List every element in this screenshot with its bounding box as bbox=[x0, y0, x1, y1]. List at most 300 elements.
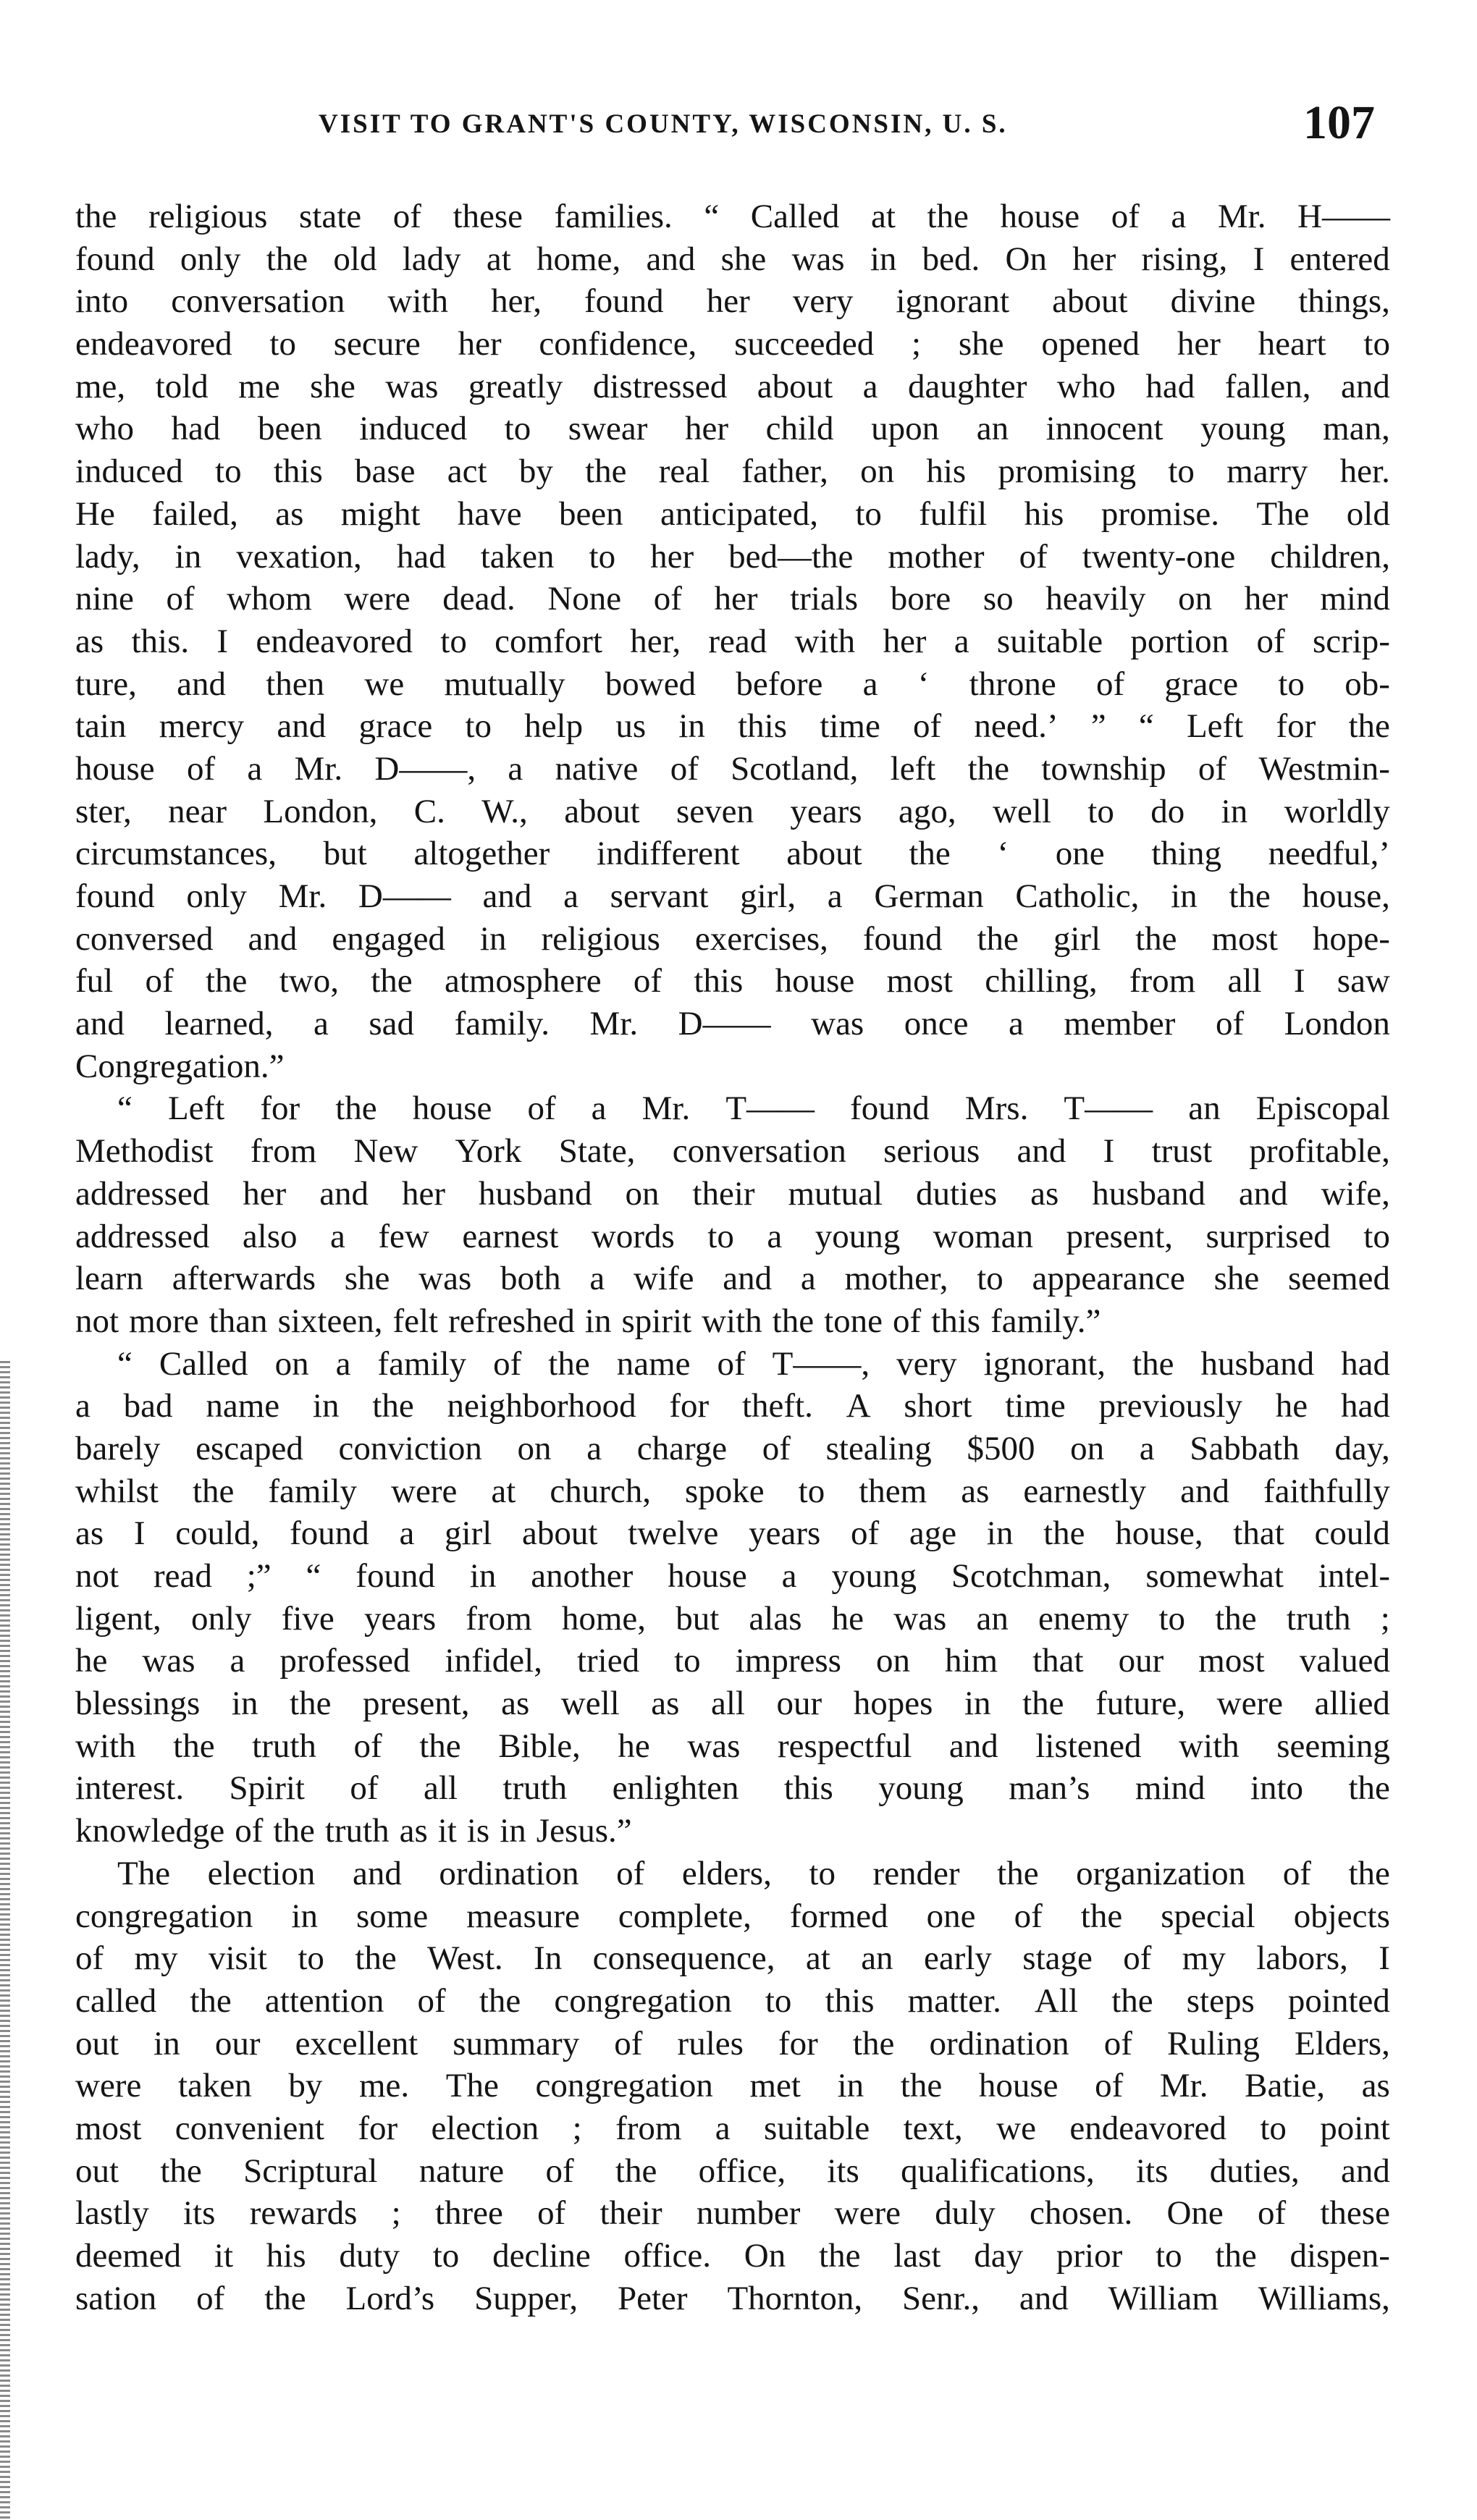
word: Scriptural bbox=[243, 2152, 378, 2190]
word: of bbox=[1282, 1854, 1311, 1892]
word: do bbox=[1150, 792, 1185, 830]
word: “ bbox=[117, 1090, 132, 1128]
word: refreshed bbox=[448, 1302, 575, 1340]
word: to bbox=[1363, 1217, 1390, 1255]
word: trials bbox=[790, 580, 859, 618]
word: sad bbox=[369, 1005, 415, 1043]
text-line bbox=[75, 1640, 1390, 1682]
word: The bbox=[1256, 494, 1310, 533]
word: he bbox=[75, 1642, 108, 1680]
word: learned, bbox=[164, 1005, 274, 1043]
word: this bbox=[738, 707, 788, 746]
word: were bbox=[75, 2067, 142, 2105]
word: as bbox=[1361, 2067, 1390, 2105]
word: as bbox=[75, 1514, 104, 1553]
word: Jesus.” bbox=[536, 1812, 632, 1850]
word: old bbox=[1346, 494, 1390, 533]
word: in bbox=[479, 919, 507, 958]
word: hopes bbox=[853, 1685, 933, 1723]
word: as bbox=[75, 622, 104, 660]
word: a bbox=[862, 665, 878, 703]
word: professed bbox=[279, 1642, 411, 1680]
word: On bbox=[744, 2237, 786, 2275]
word: by bbox=[518, 452, 553, 491]
word: us bbox=[615, 707, 647, 746]
word: that bbox=[1032, 1642, 1084, 1680]
word: out bbox=[75, 2152, 119, 2190]
word: was bbox=[791, 240, 845, 278]
word: native bbox=[555, 749, 639, 788]
word: from bbox=[1129, 962, 1196, 1000]
text-line bbox=[75, 1853, 1390, 1895]
word: the bbox=[997, 1854, 1039, 1892]
word: comfort bbox=[495, 622, 602, 660]
word: W., bbox=[481, 792, 528, 830]
word: of bbox=[1095, 665, 1125, 703]
word: religious bbox=[541, 919, 660, 958]
word: truth bbox=[502, 1769, 568, 1808]
word: the bbox=[852, 2024, 895, 2062]
word: a bbox=[715, 2109, 731, 2147]
word: years bbox=[749, 1514, 821, 1553]
word: afterwards bbox=[172, 1260, 316, 1298]
word: of bbox=[614, 2024, 643, 2062]
word: of bbox=[417, 1981, 446, 2020]
word: young bbox=[831, 1557, 917, 1595]
word: Mr. bbox=[1159, 2067, 1208, 2105]
word: on bbox=[625, 1174, 660, 1213]
word: ‘ bbox=[997, 835, 1009, 873]
word: of bbox=[166, 580, 195, 618]
word: formed bbox=[789, 1897, 888, 1935]
word: on bbox=[1178, 580, 1213, 618]
word: infidel, bbox=[445, 1642, 542, 1680]
word: found bbox=[290, 1514, 369, 1553]
word: him bbox=[944, 1642, 998, 1680]
word: from bbox=[466, 1599, 532, 1638]
word: Spirit bbox=[229, 1769, 305, 1808]
word: Batie, bbox=[1245, 2067, 1326, 2105]
word: the bbox=[355, 1939, 397, 1978]
word: ” bbox=[1090, 707, 1106, 746]
word: church, bbox=[550, 1472, 651, 1510]
text-line bbox=[75, 2277, 1390, 2320]
word: been bbox=[558, 494, 623, 533]
word: spirit bbox=[621, 1302, 692, 1340]
word: duty bbox=[339, 2237, 400, 2275]
word: Called bbox=[750, 198, 840, 235]
word: only bbox=[190, 1599, 252, 1638]
word: ; bbox=[912, 325, 922, 363]
word: an bbox=[861, 1939, 893, 1978]
word: of bbox=[762, 1429, 791, 1467]
word: me bbox=[238, 367, 280, 405]
word: very bbox=[896, 1344, 957, 1383]
word: of bbox=[75, 1939, 104, 1978]
word: mind bbox=[1320, 580, 1390, 618]
word: most bbox=[1198, 1642, 1265, 1680]
word: deemed bbox=[75, 2237, 182, 2275]
word: of bbox=[851, 1514, 880, 1553]
word: faithfully bbox=[1263, 1472, 1390, 1510]
word: a bbox=[313, 1005, 329, 1043]
word: Westmin- bbox=[1258, 749, 1390, 788]
word: his bbox=[266, 2237, 306, 2275]
word: blessings bbox=[75, 1685, 201, 1723]
word: her bbox=[1177, 325, 1221, 363]
word: as bbox=[651, 1685, 680, 1723]
word: mutually bbox=[444, 665, 565, 703]
word: house bbox=[775, 962, 855, 1000]
word: qualifications, bbox=[901, 2152, 1095, 2190]
word: promising bbox=[998, 452, 1137, 491]
word: girl, bbox=[740, 877, 796, 915]
word: her bbox=[1072, 240, 1116, 278]
word: girl bbox=[1053, 919, 1101, 958]
word: read bbox=[153, 1557, 212, 1595]
word: “ bbox=[306, 1557, 321, 1595]
word: of bbox=[1095, 2067, 1124, 2105]
word: her bbox=[401, 1174, 445, 1213]
word: of bbox=[1123, 1939, 1152, 1978]
word: Scotchman, bbox=[951, 1557, 1111, 1595]
word: D—— bbox=[358, 877, 451, 915]
word: a bbox=[586, 1429, 602, 1467]
word: circumstances, bbox=[75, 835, 277, 873]
word: office. bbox=[623, 2237, 712, 2275]
word: of bbox=[1215, 1005, 1245, 1043]
word: this bbox=[694, 962, 744, 1000]
word: the bbox=[1215, 1599, 1257, 1638]
word: learn bbox=[75, 1260, 143, 1298]
word: found bbox=[850, 1090, 930, 1128]
text-line bbox=[75, 748, 1390, 791]
text-line bbox=[75, 1725, 1390, 1768]
word: very bbox=[792, 282, 854, 321]
word: in bbox=[312, 1387, 340, 1425]
word: felt bbox=[392, 1302, 439, 1340]
word: husband bbox=[1200, 1344, 1315, 1383]
word: present, bbox=[1066, 1217, 1174, 1255]
word: some bbox=[355, 1897, 429, 1935]
word: a bbox=[247, 749, 263, 788]
word: wife bbox=[633, 1260, 694, 1298]
word: on bbox=[860, 452, 895, 491]
word: more bbox=[129, 1302, 199, 1340]
word: and bbox=[352, 1854, 402, 1892]
word: to bbox=[855, 494, 882, 533]
word: tried bbox=[576, 1642, 640, 1680]
word: congregation bbox=[535, 2067, 713, 2105]
word: was bbox=[142, 1642, 195, 1680]
word: tain bbox=[75, 707, 127, 746]
word: a bbox=[827, 877, 843, 915]
word: in bbox=[291, 1897, 318, 1935]
word: my bbox=[134, 1939, 178, 1978]
text-line bbox=[75, 1257, 1390, 1300]
word: to bbox=[440, 622, 467, 660]
word: seven bbox=[676, 792, 754, 830]
word: she bbox=[344, 1260, 390, 1298]
text-line bbox=[75, 2150, 1390, 2193]
word: state bbox=[299, 198, 362, 235]
word: mind bbox=[1135, 1769, 1205, 1808]
word: house bbox=[668, 1557, 747, 1595]
text-line bbox=[75, 578, 1390, 620]
word: it bbox=[214, 2237, 234, 2275]
word: of bbox=[1257, 2194, 1287, 2233]
word: addressed bbox=[75, 1217, 210, 1255]
word: in bbox=[678, 707, 705, 746]
word: name bbox=[206, 1387, 280, 1425]
word: this. bbox=[131, 622, 190, 660]
word: of bbox=[653, 580, 682, 618]
word: on bbox=[274, 1344, 309, 1383]
word: vexation, bbox=[236, 537, 362, 576]
word: grace bbox=[358, 707, 433, 746]
word: he bbox=[831, 1599, 864, 1638]
word: prior bbox=[1056, 2237, 1123, 2275]
word: their bbox=[599, 2194, 662, 2233]
word: for bbox=[358, 2109, 398, 2147]
word: were bbox=[344, 580, 411, 618]
word: near bbox=[168, 792, 227, 830]
text-line bbox=[75, 1470, 1390, 1513]
word: measure bbox=[466, 1897, 580, 1935]
word: a bbox=[800, 1260, 816, 1298]
word: his bbox=[926, 452, 967, 491]
word: failed, bbox=[152, 494, 238, 533]
word: in bbox=[174, 537, 202, 576]
word: woman bbox=[933, 1217, 1034, 1255]
word: profitable, bbox=[1249, 1132, 1390, 1171]
word: our bbox=[214, 2024, 261, 2062]
word: Called bbox=[159, 1344, 248, 1383]
word: the bbox=[273, 1812, 315, 1850]
word: Left bbox=[1186, 707, 1244, 746]
text-line bbox=[75, 1130, 1390, 1173]
word: of bbox=[353, 1727, 382, 1765]
word: as bbox=[961, 1472, 990, 1510]
word: T—— bbox=[1064, 1090, 1153, 1128]
word: help bbox=[524, 707, 584, 746]
word: truth bbox=[252, 1727, 316, 1765]
word: township bbox=[1041, 749, 1166, 788]
word: matter. bbox=[907, 1981, 1001, 2020]
text-line bbox=[75, 493, 1390, 536]
word: a bbox=[954, 622, 969, 660]
word: the bbox=[190, 1981, 232, 2020]
word: of bbox=[235, 1812, 264, 1850]
word: she bbox=[1213, 1260, 1260, 1298]
word: to bbox=[977, 1260, 1003, 1298]
word: He bbox=[75, 494, 115, 533]
word: T——, bbox=[772, 1344, 870, 1383]
word: had bbox=[171, 410, 221, 448]
word: who bbox=[1056, 367, 1116, 405]
word: “ bbox=[1138, 707, 1154, 746]
word: greatly bbox=[468, 367, 563, 405]
word: well bbox=[560, 1685, 620, 1723]
word: as bbox=[399, 1812, 428, 1850]
word: real bbox=[658, 452, 710, 491]
word: portion bbox=[1130, 622, 1229, 660]
word: to bbox=[809, 1854, 836, 1892]
word: ; bbox=[1380, 1599, 1390, 1638]
word: London, bbox=[263, 792, 378, 830]
word: serious bbox=[883, 1132, 980, 1171]
word: of bbox=[1103, 2024, 1132, 2062]
word: man’s bbox=[1009, 1769, 1090, 1808]
word: to bbox=[589, 537, 616, 576]
word: valued bbox=[1299, 1642, 1390, 1680]
word: on bbox=[875, 1642, 910, 1680]
word: D—— bbox=[678, 1005, 771, 1043]
word: Mr. bbox=[278, 877, 327, 915]
word: suitable bbox=[996, 622, 1103, 660]
word: the bbox=[977, 919, 1019, 958]
word: bore bbox=[890, 580, 951, 618]
word: and bbox=[1341, 2152, 1390, 2190]
word: on bbox=[1070, 1429, 1105, 1467]
word: to bbox=[1278, 665, 1305, 703]
word: Congregation.” bbox=[75, 1047, 285, 1085]
word: and bbox=[277, 707, 327, 746]
word: an bbox=[1188, 1090, 1221, 1128]
word: daughter bbox=[908, 367, 1027, 405]
word: to bbox=[465, 707, 492, 746]
word: ordination bbox=[929, 2024, 1069, 2062]
word: and bbox=[248, 919, 298, 958]
word: duly bbox=[935, 2194, 996, 2233]
word: this bbox=[783, 1769, 833, 1808]
word: taken bbox=[480, 537, 555, 576]
word: congregation bbox=[75, 1897, 253, 1935]
word: office, bbox=[698, 2152, 786, 2190]
word: he bbox=[1275, 1387, 1308, 1425]
word: I bbox=[1103, 1132, 1115, 1171]
text-line bbox=[75, 1810, 1390, 1853]
text-line bbox=[75, 705, 1390, 748]
word: in bbox=[584, 1302, 612, 1340]
word: a bbox=[862, 367, 878, 405]
word: the bbox=[772, 1302, 815, 1340]
word: worldly bbox=[1284, 792, 1390, 830]
word: of bbox=[545, 2152, 574, 2190]
text-line bbox=[75, 833, 1390, 875]
page-binding-edge bbox=[0, 1361, 10, 2520]
word: our bbox=[776, 1685, 822, 1723]
word: the bbox=[1080, 1897, 1123, 1935]
word: in bbox=[153, 2024, 180, 2062]
word: the bbox=[173, 1727, 215, 1765]
word: families. bbox=[554, 198, 673, 235]
word: but bbox=[323, 835, 367, 873]
word: for bbox=[669, 1387, 710, 1425]
word: before bbox=[736, 665, 823, 703]
word: Scotland, bbox=[731, 749, 859, 788]
word: her bbox=[458, 325, 502, 363]
word: charge bbox=[636, 1429, 728, 1467]
word: that bbox=[1233, 1514, 1284, 1553]
word: ;” bbox=[246, 1557, 272, 1595]
word: two, bbox=[279, 962, 339, 1000]
word: State, bbox=[558, 1132, 636, 1171]
word: rules bbox=[677, 2024, 744, 2062]
word: need.’ bbox=[974, 707, 1059, 746]
word: endeavored bbox=[1069, 2109, 1226, 2147]
word: its bbox=[827, 2152, 859, 2190]
text-line bbox=[75, 2023, 1390, 2065]
text-line bbox=[75, 238, 1390, 281]
word: one bbox=[926, 1897, 976, 1935]
word: found bbox=[75, 877, 155, 915]
word: a bbox=[399, 1514, 415, 1553]
text-line bbox=[75, 323, 1390, 366]
text-line bbox=[75, 1682, 1390, 1725]
word: mutual bbox=[788, 1174, 883, 1213]
word: not bbox=[75, 1557, 119, 1595]
word: to bbox=[1363, 325, 1390, 363]
word: these bbox=[1320, 2194, 1390, 2233]
word: knowledge bbox=[75, 1812, 225, 1850]
word: divine bbox=[1170, 282, 1256, 321]
word: Senr., bbox=[901, 2279, 980, 2317]
word: tone bbox=[824, 1302, 883, 1340]
word: to bbox=[765, 1981, 792, 2020]
word: was bbox=[893, 1599, 947, 1638]
word: in bbox=[837, 2067, 864, 2105]
word: all bbox=[423, 1769, 458, 1808]
word: then bbox=[266, 665, 325, 703]
word: and bbox=[1238, 1174, 1288, 1213]
word: an bbox=[976, 410, 1009, 448]
word: Thornton, bbox=[727, 2279, 863, 2317]
word: house, bbox=[1115, 1514, 1203, 1553]
word: ignorant bbox=[896, 282, 1010, 321]
text-line bbox=[75, 791, 1390, 833]
word: and bbox=[1340, 367, 1390, 405]
word: not bbox=[75, 1302, 119, 1340]
text-line bbox=[75, 918, 1390, 961]
word: she bbox=[310, 367, 355, 405]
word: it bbox=[437, 1812, 457, 1850]
word: heavily bbox=[1045, 580, 1146, 618]
word: at bbox=[491, 1472, 516, 1510]
word: anticipated, bbox=[660, 494, 818, 533]
word: this bbox=[931, 1302, 981, 1340]
word: in bbox=[964, 1685, 991, 1723]
word: the bbox=[1132, 1344, 1174, 1383]
word: in bbox=[469, 1557, 497, 1595]
word: who bbox=[75, 410, 134, 448]
word: appearance bbox=[1032, 1260, 1185, 1298]
word: his bbox=[1024, 494, 1064, 533]
word: have bbox=[457, 494, 522, 533]
word: her, bbox=[630, 622, 681, 660]
word: the bbox=[1135, 919, 1177, 958]
word: swear bbox=[568, 410, 648, 448]
word: age bbox=[909, 1514, 957, 1553]
word: than bbox=[209, 1302, 268, 1340]
word: man, bbox=[1323, 410, 1390, 448]
word: from bbox=[615, 2109, 682, 2147]
word: her bbox=[883, 622, 927, 660]
word: name bbox=[616, 1344, 691, 1383]
word: T—— bbox=[725, 1090, 815, 1128]
word: elders, bbox=[681, 1854, 772, 1892]
word: only bbox=[186, 877, 247, 915]
